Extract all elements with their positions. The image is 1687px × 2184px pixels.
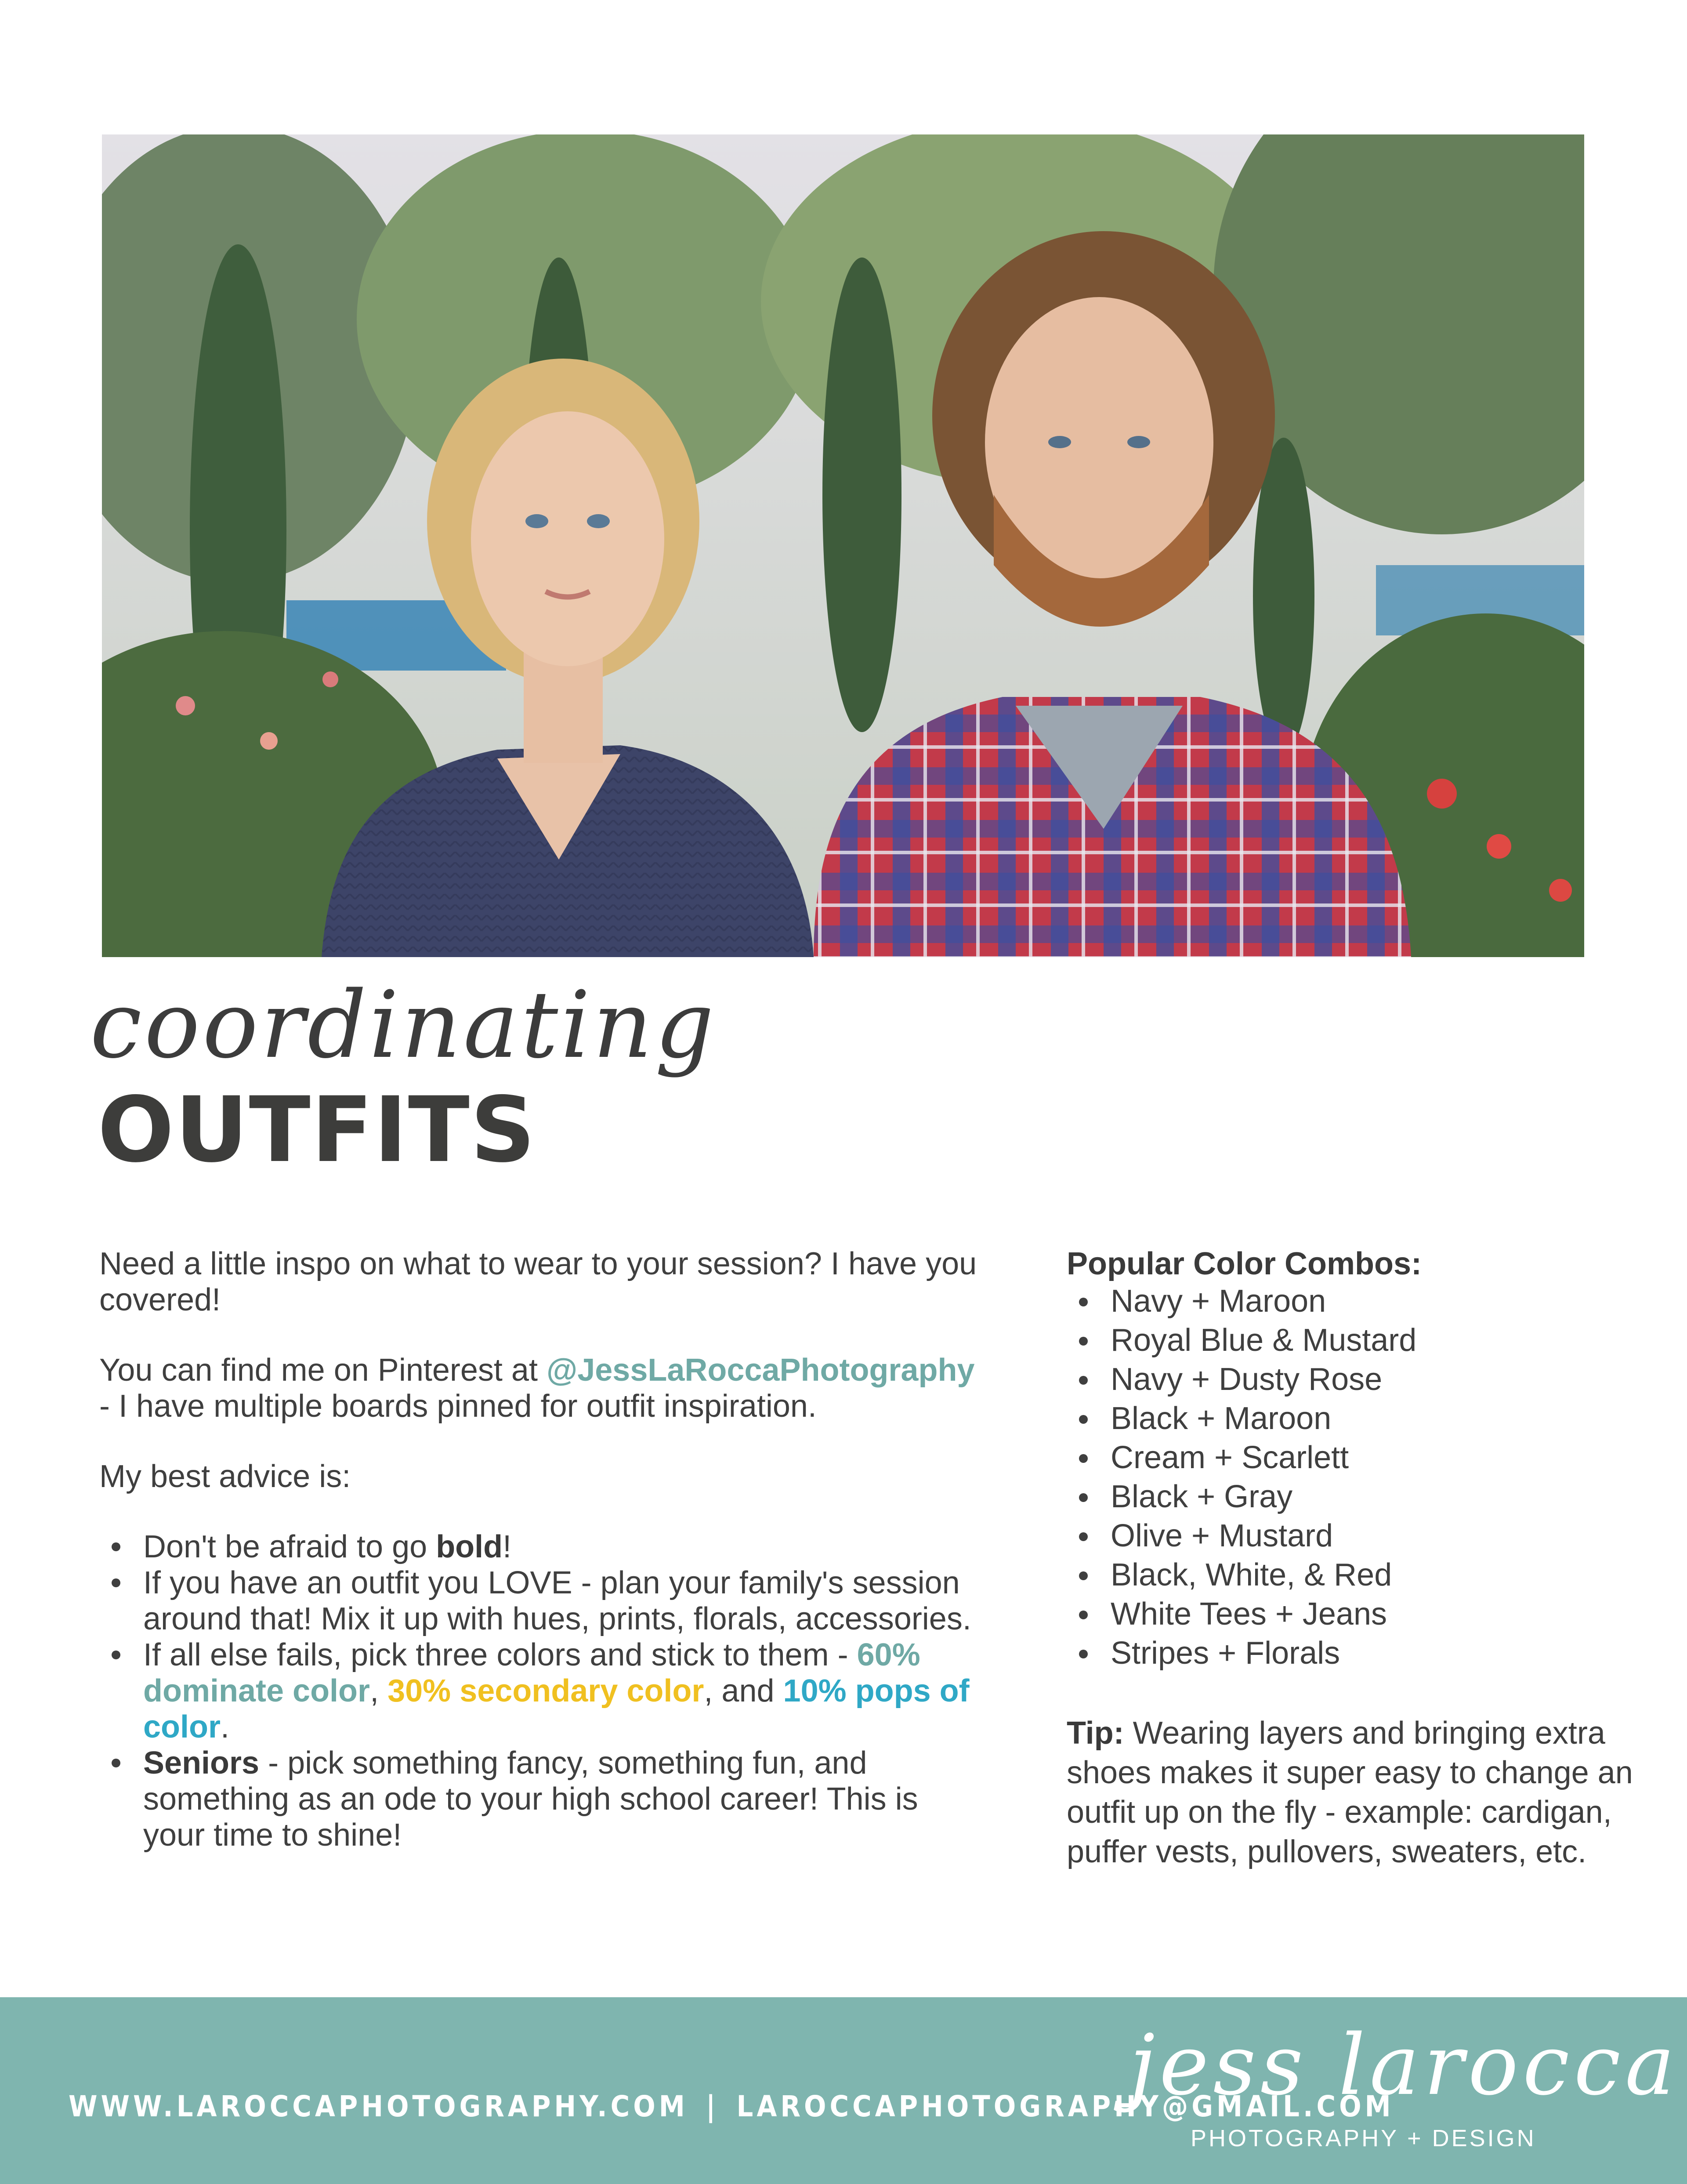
- advice-text: !: [503, 1529, 512, 1564]
- combo-item: Cream + Scarlett: [1111, 1438, 1655, 1477]
- combo-item: Black + Maroon: [1111, 1399, 1655, 1438]
- pop-color-label: 10% pops of color: [143, 1673, 970, 1745]
- pinterest-text: You can find me on Pinterest at: [99, 1353, 547, 1388]
- footer-separator: |: [706, 2090, 719, 2123]
- combo-item: Navy + Maroon: [1111, 1282, 1655, 1321]
- brand-tagline: PHOTOGRAPHY + DESIGN: [1191, 2125, 1536, 2151]
- advice-item-seniors: [143, 1745, 978, 1853]
- email-link[interactable]: LAROCCAPHOTOGRAPHY@GMAIL.COM: [736, 2090, 1394, 2123]
- advice-text: - pick something fancy, something fun, and something as an ode to your high school career! This is your time to shine!: [143, 1745, 918, 1853]
- combos-column: [1067, 1246, 1655, 1872]
- heading-script-word: coordinating: [90, 971, 717, 1079]
- advice-emphasis: bold: [436, 1529, 503, 1564]
- advice-item-bold: [143, 1529, 978, 1565]
- advice-emphasis: Seniors: [143, 1745, 260, 1781]
- brand-name: jess larocca: [1129, 2017, 1680, 2114]
- advice-item-three-colors: [143, 1637, 978, 1745]
- combo-item: White Tees + Jeans: [1111, 1595, 1655, 1634]
- combo-item: Royal Blue & Mustard: [1111, 1321, 1655, 1360]
- advice-text: If all else fails, pick three colors and stick to them -: [143, 1637, 857, 1672]
- couple-portrait-illustration: [102, 134, 1584, 957]
- website-link[interactable]: WWW.LAROCCAPHOTOGRAPHY.COM: [69, 2090, 688, 2123]
- hero-photo: [102, 134, 1584, 957]
- combo-item: Navy + Dusty Rose: [1111, 1360, 1655, 1399]
- intro-column: [99, 1246, 978, 1853]
- advice-intro: My best advice is:: [99, 1459, 351, 1494]
- combo-item: Black + Gray: [1111, 1477, 1655, 1516]
- tip-text: Wearing layers and bringing extra shoes makes it super easy to change an outfit up on the fly - example: cardigan, puffer vests, pullovers, sweaters, etc.: [1067, 1716, 1633, 1869]
- combos-title: Popular Color Combos:: [1067, 1246, 1422, 1281]
- advice-text: , and: [704, 1673, 783, 1709]
- combo-item: Black, White, & Red: [1111, 1556, 1655, 1595]
- dominant-color-label: 60% dominate color: [143, 1637, 920, 1709]
- advice-text: Don't be afraid to go: [143, 1529, 436, 1564]
- tip-label: Tip:: [1067, 1716, 1124, 1751]
- brand-logo: [1120, 2017, 1680, 2164]
- combo-item: Olive + Mustard: [1111, 1516, 1655, 1556]
- combos-list: [1067, 1282, 1655, 1673]
- intro-paragraph-2: [99, 1352, 978, 1424]
- tip-paragraph: [1067, 1713, 1655, 1872]
- intro-paragraph-1: Need a little inspo on what to wear to your session? I have you covered!: [99, 1246, 977, 1317]
- combo-item: Stripes + Florals: [1111, 1634, 1655, 1673]
- secondary-color-label: 30% secondary color: [387, 1673, 704, 1709]
- advice-item-outfit-love: If you have an outfit you LOVE - plan your family's session around that! Mix it up with hues, prints, florals, accessories.: [143, 1565, 978, 1637]
- pinterest-handle-link[interactable]: @JessLaRoccaPhotography: [546, 1353, 975, 1388]
- pinterest-text-after: - I have multiple boards pinned for outfit inspiration.: [99, 1389, 817, 1424]
- advice-list: [99, 1529, 978, 1853]
- advice-text: .: [221, 1709, 230, 1745]
- footer-band: [0, 1997, 1687, 2184]
- page-title: OUTFITS: [98, 1078, 536, 1183]
- advice-text: ,: [370, 1673, 388, 1709]
